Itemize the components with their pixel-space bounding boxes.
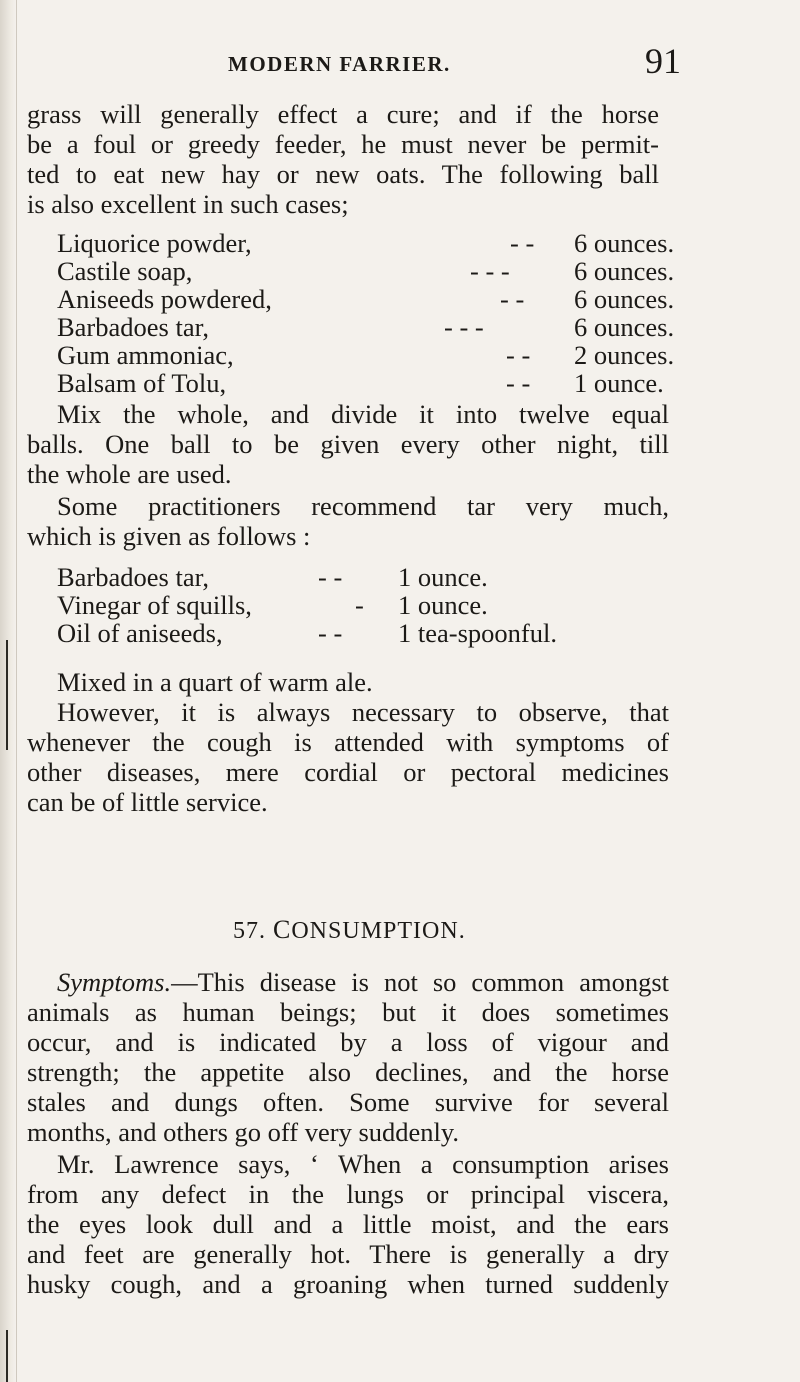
text-line: grass will generally effect a cure; and if the horse <box>27 99 659 129</box>
recipe-row <box>0 562 800 590</box>
ingredient-name: Gum ammoniac, <box>57 340 234 370</box>
page-number: 91 <box>645 41 681 81</box>
page-header <box>0 40 800 80</box>
text-line: ted to eat new hay or new oats. The following ball <box>27 159 659 189</box>
text-line: other diseases, mere cordial or pectoral medicines <box>27 757 669 787</box>
section-title-initial: C <box>273 915 292 944</box>
text-line: the whole are used. <box>27 459 232 489</box>
leader-dashes: - - <box>318 562 343 592</box>
text-line: strength; the appetite also declines, and the horse <box>27 1057 669 1087</box>
section-title-rest: ONSUMPTION. <box>291 918 466 944</box>
text-line: animals as human beings; but it does sometimes <box>27 997 669 1027</box>
ingredient-amount: 6 ounces. <box>574 228 675 258</box>
ingredient-name: Balsam of Tolu, <box>57 368 227 398</box>
text-line: balls. One ball to be given every other night, till <box>27 429 669 459</box>
text-line: Mr. Lawrence says, ‘ When a consumption arises <box>57 1149 669 1179</box>
text-line: and feet are generally hot. There is generally a dry <box>27 1239 669 1269</box>
recipe-row <box>0 312 800 340</box>
text-line: Mix the whole, and divide it into twelve equal <box>57 399 669 429</box>
text-line: husky cough, and a groaning when turned suddenly <box>27 1269 669 1299</box>
recipe-row <box>0 590 800 618</box>
ingredient-amount: 1 ounce. <box>574 368 664 398</box>
ingredient-amount: 1 ounce. <box>398 590 488 620</box>
recipe-row <box>0 284 800 312</box>
ingredient-name: Castile soap, <box>57 256 193 286</box>
text-line: occur, and is indicated by a loss of vigour and <box>27 1027 669 1057</box>
text-line: the eyes look dull and a little moist, and the ears <box>27 1209 669 1239</box>
ingredient-amount: 1 ounce. <box>398 562 488 592</box>
text-line: Some practitioners recommend tar very much, <box>57 491 669 521</box>
text-line: which is given as follows : <box>27 521 311 551</box>
leader-dashes: - - - <box>470 256 510 286</box>
ingredient-amount: 2 ounces. <box>574 340 675 370</box>
leader-dashes: - - <box>510 228 535 258</box>
text-line: be a foul or greedy feeder, he must never be permit- <box>27 129 659 159</box>
symptoms-lead: Symptoms. <box>57 967 172 997</box>
ingredient-name: Vinegar of squills, <box>57 590 252 620</box>
recipe-row <box>0 340 800 368</box>
ingredient-name: Liquorice powder, <box>57 228 252 258</box>
ingredient-name: Oil of aniseeds, <box>57 618 223 648</box>
recipe-row <box>0 368 800 396</box>
gutter-mark <box>6 1330 8 1382</box>
text-line: However, it is always necessary to observe, that <box>57 697 669 727</box>
ingredient-amount: 6 ounces. <box>574 284 675 314</box>
recipe-row <box>0 228 800 256</box>
leader-dashes: - - <box>500 284 525 314</box>
text-line: from any defect in the lungs or principal viscera, <box>27 1179 669 1209</box>
recipe-row <box>0 618 800 646</box>
leader-dashes: - - <box>318 618 343 648</box>
text-line: can be of little service. <box>27 787 268 817</box>
text-line: whenever the cough is attended with symptoms of <box>27 727 669 757</box>
section-number: 57. <box>233 918 266 944</box>
symptoms-text: —This disease is not so common amongst <box>171 967 669 997</box>
text-line: months, and others go off very suddenly. <box>27 1117 460 1147</box>
leader-dashes: - - <box>506 340 531 370</box>
ingredient-name: Barbadoes tar, <box>57 312 209 342</box>
leader-dashes: - <box>355 590 364 620</box>
text-line: is also excellent in such cases; <box>27 189 349 219</box>
leader-dashes: - - - <box>444 312 484 342</box>
text-line: Mixed in a quart of warm ale. <box>57 667 373 697</box>
page-gutter <box>0 0 17 1382</box>
ingredient-amount: 1 tea-spoonful. <box>398 618 557 648</box>
text-line <box>57 968 669 996</box>
leader-dashes: - - <box>506 368 531 398</box>
ingredient-amount: 6 ounces. <box>574 256 675 286</box>
ingredient-name: Barbadoes tar, <box>57 562 209 592</box>
recipe-row <box>0 256 800 284</box>
ingredient-name: Aniseeds powdered, <box>57 284 272 314</box>
running-head: MODERN FARRIER. <box>228 52 451 76</box>
section-heading <box>233 915 466 945</box>
ingredient-amount: 6 ounces. <box>574 312 675 342</box>
gutter-mark <box>6 640 8 750</box>
text-line: stales and dungs often. Some survive for several <box>27 1087 669 1117</box>
